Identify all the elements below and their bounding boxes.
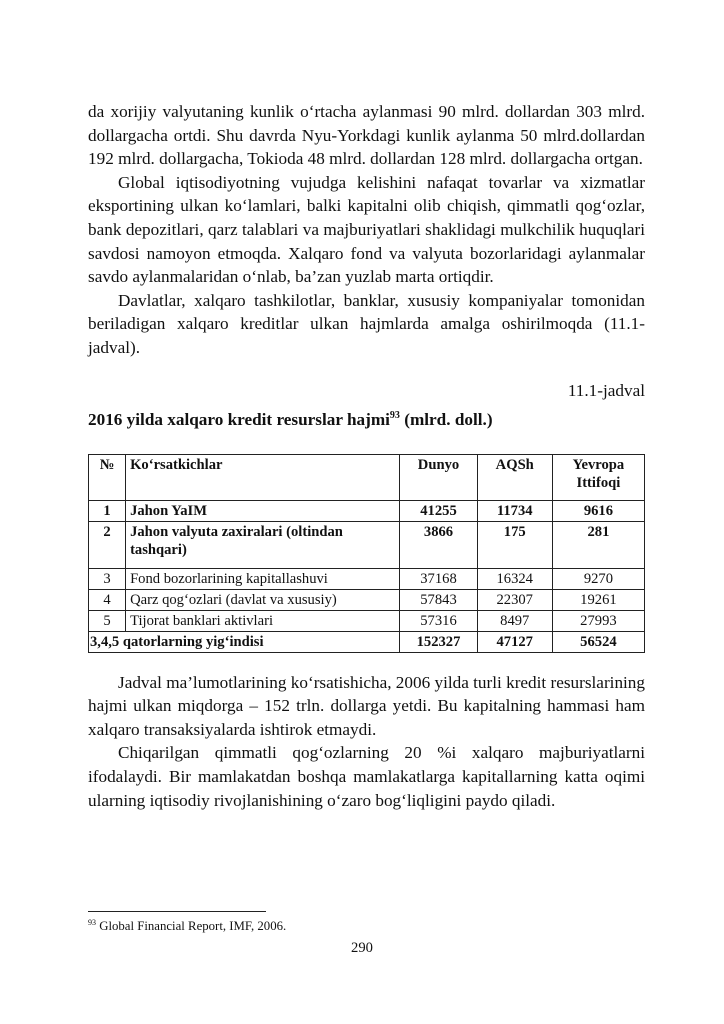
row-aqsh: 11734 xyxy=(477,500,552,521)
total-aqsh: 47127 xyxy=(477,631,552,652)
table-header-row xyxy=(89,454,645,500)
paragraph-4: Jadval ma’lumotlarining ko‘rsatishicha, 2006 yilda turli kredit resurslarining hajmi ulkan miqdorga – 152 trln. dollarga yetdi. Bu kapitalning hammasi ham xalqaro transaksiyalarda ishtirok etmaydi. xyxy=(88,672,645,739)
footnote-number: 93 xyxy=(88,918,96,927)
page-number: 290 xyxy=(351,940,373,956)
row-no: 5 xyxy=(89,610,126,631)
header-aqsh: AQSh xyxy=(477,454,552,500)
row-label: Jahon YaIM xyxy=(126,500,400,521)
footnote xyxy=(88,918,286,934)
table-row xyxy=(89,610,645,631)
row-dunyo: 57843 xyxy=(400,589,477,610)
table-title-text: 2016 yilda xalqaro kredit resurslar hajmi xyxy=(88,409,390,429)
row-label: Fond bozorlarining kapitallashuvi xyxy=(126,568,400,589)
table-row xyxy=(89,521,645,568)
table-label: 11.1-jadval xyxy=(567,380,645,400)
paragraph-1: da xorijiy valyutaning kunlik o‘rtacha aylanmasi 90 mlrd. dollardan 303 mlrd. dollargacha ortdi. Shu davrda Nyu-Yorkdagi kunlik aylanma 50 mlrd.dollardan 192 mlrd. dollargacha, Tokioda 48 mlrd. dollardan 128 mlrd. dollargacha ortgan. xyxy=(88,102,645,169)
row-yevropa: 9270 xyxy=(552,568,644,589)
table-title xyxy=(88,404,645,432)
row-no: 3 xyxy=(89,568,126,589)
row-label: Jahon valyuta zaxiralari (oltindan tashqari) xyxy=(126,521,400,568)
credit-resources-table xyxy=(88,454,645,653)
row-no: 2 xyxy=(89,521,126,568)
total-yevropa: 56524 xyxy=(552,631,644,652)
table-row xyxy=(89,589,645,610)
row-yevropa: 281 xyxy=(552,521,644,568)
row-dunyo: 3866 xyxy=(400,521,477,568)
row-dunyo: 37168 xyxy=(400,568,477,589)
total-dunyo: 152327 xyxy=(400,631,477,652)
table-row xyxy=(89,568,645,589)
footnote-divider xyxy=(88,911,266,912)
row-yevropa: 9616 xyxy=(552,500,644,521)
table-total-row xyxy=(89,631,645,652)
paragraph-2: Global iqtisodiyotning vujudga kelishini nafaqat tovarlar va xizmatlar eksportining ulkan ko‘lamlari, balki kapitalni olib chiqish, qimmatli qog‘ozlar, bank depozitlari, qarz talablari va majburiyatlari shaklidagi mulkchilik huquqlari savdosi namoyon etmoqda. Xalqaro fond va valyuta bozorlaridagi aylanmalar savdo aylanmalaridan o‘nlab, ba’zan yuzlab marta ortiqdir. xyxy=(88,172,645,287)
row-no: 4 xyxy=(89,589,126,610)
header-no: № xyxy=(89,454,126,500)
row-aqsh: 22307 xyxy=(477,589,552,610)
table-title-footnote-ref: 93 xyxy=(389,409,400,421)
row-label: Tijorat banklari aktivlari xyxy=(126,610,400,631)
row-dunyo: 57316 xyxy=(400,610,477,631)
row-yevropa: 27993 xyxy=(552,610,644,631)
row-no: 1 xyxy=(89,500,126,521)
header-dunyo: Dunyo xyxy=(400,454,477,500)
header-yevropa: Yevropa Ittifoqi xyxy=(552,454,644,500)
header-indicator: Ko‘rsatkichlar xyxy=(126,454,400,500)
paragraph-3: Davlatlar, xalqaro tashkilotlar, banklar, xususiy kompaniyalar tomonidan beriladigan xalqaro kreditlar ulkan hajmlarda amalga oshirilmoqda (11.1-jadval). xyxy=(88,290,645,357)
row-aqsh: 175 xyxy=(477,521,552,568)
total-label: 3,4,5 qatorlarning yig‘indisi xyxy=(89,631,400,652)
row-aqsh: 8497 xyxy=(477,610,552,631)
table-title-unit: (mlrd. doll.) xyxy=(399,409,493,429)
footnote-text: Global Financial Report, IMF, 2006. xyxy=(96,919,287,933)
paragraph-5: Chiqarilgan qimmatli qog‘ozlarning 20 %i xalqaro majburiyatlarni ifodalaydi. Bir mamlakatdan boshqa mamlakatlarga kapitallarning katta oqimi ularning iqtisodiy rivojlanishining o‘zaro bog‘liqligini paydo qiladi. xyxy=(88,743,645,810)
row-yevropa: 19261 xyxy=(552,589,644,610)
row-dunyo: 41255 xyxy=(400,500,477,521)
row-aqsh: 16324 xyxy=(477,568,552,589)
row-label: Qarz qog‘ozlari (davlat va xususiy) xyxy=(126,589,400,610)
table-row xyxy=(89,500,645,521)
page-body xyxy=(88,100,645,812)
